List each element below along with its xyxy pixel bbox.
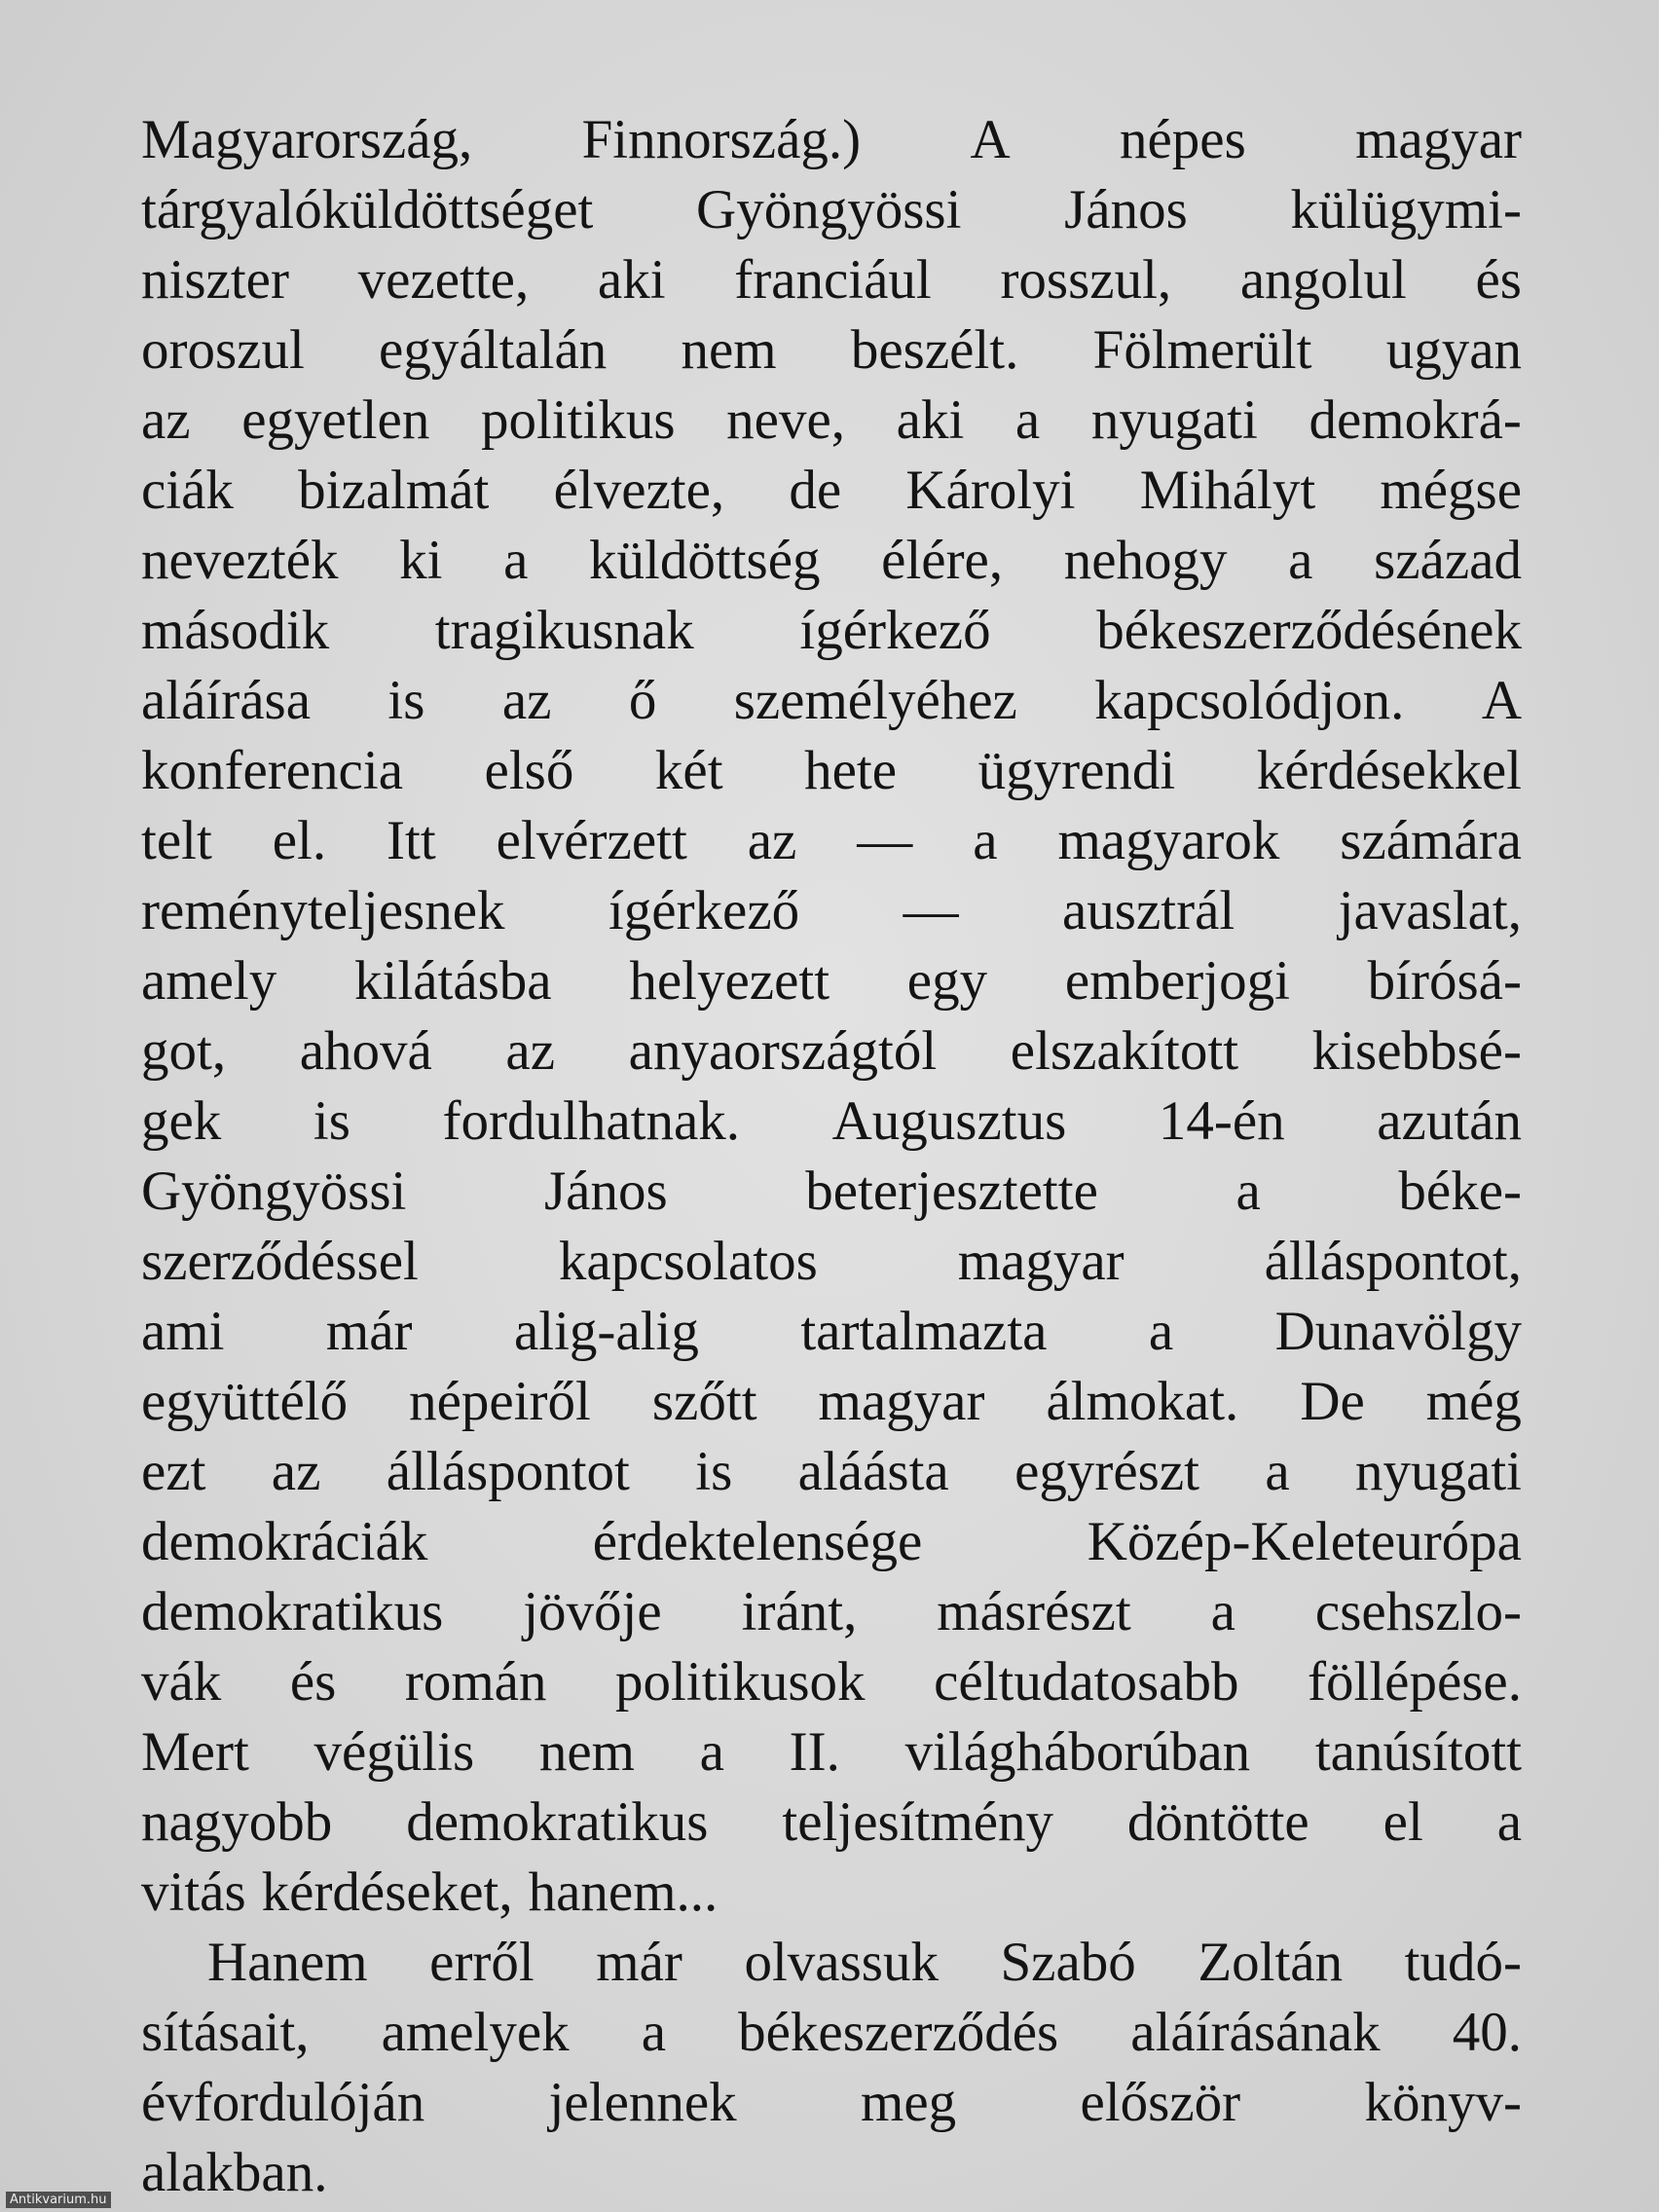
word: Gyöngyössi: [696, 179, 962, 240]
word: ki: [399, 530, 443, 591]
word: olvassuk: [744, 1932, 939, 1993]
word: szerződéssel: [141, 1231, 419, 1292]
word: ő: [628, 670, 657, 731]
text-line: [141, 386, 1522, 456]
text-line: [141, 1788, 1522, 1858]
word: beterjesztette: [805, 1161, 1098, 1222]
word: ígérkező: [608, 880, 800, 941]
word: is: [695, 1441, 733, 1502]
word: a: [1235, 1161, 1261, 1222]
word: könyv-: [1364, 2072, 1522, 2133]
text-line: [141, 245, 1522, 315]
word: egyáltalán: [379, 319, 608, 381]
word: hete: [804, 740, 898, 801]
word: is: [313, 1090, 350, 1152]
text-line: [141, 806, 1522, 876]
text-line: [141, 666, 1522, 736]
word: számára: [1340, 810, 1522, 871]
word: amelyek: [381, 2002, 570, 2063]
word: got,: [141, 1020, 227, 1082]
word: együttélő: [141, 1371, 349, 1432]
word: céltudatosabb: [934, 1651, 1239, 1713]
word: erről: [429, 1932, 535, 1993]
word: az: [141, 389, 191, 451]
text-line: [141, 736, 1522, 806]
word: 14-én: [1158, 1090, 1285, 1152]
word: álláspontot,: [1264, 1231, 1522, 1292]
text-line: [141, 1647, 1522, 1717]
word: békeszerződés: [738, 2002, 1059, 2063]
word: De: [1300, 1371, 1365, 1432]
word: neve,: [726, 389, 845, 451]
word: Mert: [141, 1721, 249, 1783]
text-line: [141, 1998, 1522, 2068]
word: elvérzett: [496, 810, 687, 871]
word: ami: [141, 1301, 225, 1362]
word: csehszlo-: [1314, 1581, 1522, 1642]
word: János: [1064, 179, 1188, 240]
word: kapcsolódjon.: [1094, 670, 1405, 731]
word: tárgyalóküldöttséget: [141, 179, 594, 240]
word: oroszul: [141, 319, 305, 381]
word: Közép-Keleteurópa: [1087, 1511, 1522, 1572]
word: az: [271, 1441, 321, 1502]
word: anyaországtól: [628, 1020, 938, 1082]
word: azután: [1377, 1090, 1522, 1152]
word: niszter: [141, 249, 289, 311]
word: ügyrendi: [977, 740, 1176, 801]
word: Hanem: [207, 1932, 368, 1993]
word: —: [903, 880, 959, 941]
word: nyugati: [1355, 1441, 1522, 1502]
word: a: [1014, 389, 1041, 451]
word: beszélt.: [850, 319, 1019, 381]
word: tartalmazta: [800, 1301, 1048, 1362]
word: már: [325, 1301, 413, 1362]
word: alig-alig: [513, 1301, 699, 1362]
word: és: [289, 1651, 337, 1713]
word: magyarok: [1057, 810, 1280, 871]
word: kapcsolatos: [558, 1231, 818, 1292]
text-line: [141, 1577, 1522, 1647]
text-line: [141, 596, 1522, 666]
watermark: Antikvarium.hu: [6, 2192, 111, 2208]
word: Zoltán: [1198, 1932, 1344, 1993]
word: végülis: [313, 1721, 475, 1783]
word: élére,: [881, 530, 1004, 591]
text-line: [141, 2068, 1522, 2138]
word: bizalmát: [298, 460, 490, 521]
word: álláspontot: [386, 1441, 630, 1502]
text-line: [141, 1087, 1522, 1157]
word: amely: [141, 950, 277, 1012]
word: a: [1210, 1581, 1235, 1642]
word: Magyarország,: [141, 109, 473, 170]
word: évfordulóján: [141, 2072, 425, 2133]
word: Finnország.): [581, 109, 862, 170]
word: sításait,: [141, 2002, 310, 2063]
word: vák: [141, 1651, 222, 1713]
text-line: [141, 1016, 1522, 1087]
word: Gyöngyössi: [141, 1161, 407, 1222]
word: az: [505, 1020, 556, 1082]
text-line: [141, 315, 1522, 386]
text-line: [141, 1437, 1522, 1507]
word: a: [1148, 1301, 1174, 1362]
word: Dunavölgy: [1274, 1301, 1522, 1362]
word: küldöttség: [589, 530, 821, 591]
word: békeszerződésének: [1096, 600, 1522, 661]
text-line: [141, 526, 1522, 596]
word: döntötte: [1126, 1791, 1309, 1853]
word: —: [857, 810, 913, 871]
text-line: [141, 946, 1522, 1016]
word: először: [1080, 2072, 1241, 2133]
word: kérdéseket,: [261, 1862, 513, 1923]
word: egyrészt: [1014, 1441, 1199, 1502]
word: politikus: [480, 389, 676, 451]
word: érdektelensége: [592, 1511, 923, 1572]
text-line: [141, 1858, 1522, 1928]
word: fordulhatnak.: [442, 1090, 741, 1152]
word: teljesítmény: [782, 1791, 1054, 1853]
word: telt: [141, 810, 212, 871]
text-line: [141, 1157, 1522, 1227]
word: kilátásba: [354, 950, 552, 1012]
word: gek: [141, 1090, 222, 1152]
word: meg: [861, 2072, 957, 2133]
word: szőtt: [651, 1371, 757, 1432]
word: mégse: [1380, 460, 1522, 521]
word: egy: [906, 950, 988, 1012]
word: még: [1425, 1371, 1522, 1432]
word: alakban.: [141, 2142, 328, 2203]
text-line: [141, 876, 1522, 946]
word: ígérkező: [799, 600, 991, 661]
word: iránt,: [741, 1581, 858, 1642]
word: vezette,: [357, 249, 530, 311]
word: nevezték: [141, 530, 339, 591]
word: magyar: [1355, 109, 1522, 170]
word: magyar: [818, 1371, 985, 1432]
word: jövője: [523, 1581, 662, 1642]
word: emberjogi: [1064, 950, 1290, 1012]
word: ahová: [299, 1020, 432, 1082]
text-line: [141, 1507, 1522, 1577]
text-line: [141, 1717, 1522, 1788]
word: Mihályt: [1139, 460, 1316, 521]
word: a: [699, 1721, 724, 1783]
word: demokratikus: [141, 1581, 444, 1642]
word: népeiről: [409, 1371, 591, 1432]
word: Augusztus: [831, 1090, 1067, 1152]
word: aláírása: [141, 670, 312, 731]
word: aláírásának: [1130, 2002, 1381, 2063]
word: a: [1288, 530, 1313, 591]
word: álmokat.: [1046, 1371, 1239, 1432]
word: nem: [538, 1721, 635, 1783]
word: rosszul,: [1000, 249, 1172, 311]
word: élvezte,: [553, 460, 725, 521]
word: elszakított: [1010, 1020, 1239, 1082]
word: nem: [681, 319, 777, 381]
word: politikusok: [615, 1651, 866, 1713]
word: ugyan: [1385, 319, 1522, 381]
word: Szabó: [1000, 1932, 1136, 1993]
word: a: [641, 2002, 667, 2063]
text-line: [141, 456, 1522, 526]
word: hanem...: [528, 1862, 719, 1923]
word: nyugati: [1090, 389, 1258, 451]
word: kérdésekkel: [1256, 740, 1522, 801]
word: franciául: [734, 249, 932, 311]
word: Itt: [387, 810, 436, 871]
word: a: [973, 810, 998, 871]
word: az: [747, 810, 797, 871]
word: János: [543, 1161, 668, 1222]
word: aláásta: [797, 1441, 949, 1502]
word: aki: [597, 249, 666, 311]
word: is: [387, 670, 425, 731]
word: második: [141, 600, 330, 661]
word: tanúsított: [1314, 1721, 1522, 1783]
word: II.: [789, 1721, 840, 1783]
word: A: [1481, 670, 1522, 731]
word: vitás: [141, 1862, 246, 1923]
word: béke-: [1398, 1161, 1522, 1222]
word: el: [1382, 1791, 1423, 1853]
word: helyezett: [629, 950, 830, 1012]
word: első: [484, 740, 574, 801]
word: az: [501, 670, 552, 731]
word: föllépése.: [1308, 1651, 1522, 1713]
word: világháborúban: [904, 1721, 1251, 1783]
word: el.: [272, 810, 327, 871]
word: személyéhez: [733, 670, 1017, 731]
word: nehogy: [1063, 530, 1228, 591]
word: a: [1496, 1791, 1522, 1853]
word: már: [596, 1932, 682, 1993]
word: ausztrál: [1062, 880, 1235, 941]
word: a: [503, 530, 529, 591]
word: demokratikus: [406, 1791, 709, 1853]
text-line: [141, 2138, 1522, 2208]
text-line: [141, 1367, 1522, 1437]
word: reményteljesnek: [141, 880, 505, 941]
word: magyar: [957, 1231, 1124, 1292]
word: és: [1475, 249, 1522, 311]
word: angolul: [1239, 249, 1407, 311]
text-line: [141, 1297, 1522, 1367]
word: század: [1374, 530, 1522, 591]
word: jelennek: [548, 2072, 737, 2133]
word: tragikusnak: [434, 600, 694, 661]
word: nagyobb: [141, 1791, 333, 1853]
word: a: [1265, 1441, 1290, 1502]
text-line: [141, 105, 1522, 175]
text-line: [141, 1928, 1522, 1998]
word: 40.: [1452, 2002, 1522, 2063]
word: A: [970, 109, 1011, 170]
word: aki: [896, 389, 965, 451]
word: ciák: [141, 460, 234, 521]
word: népes: [1119, 109, 1246, 170]
word: de: [789, 460, 842, 521]
body-text: [141, 105, 1522, 2208]
word: javaslat,: [1338, 880, 1522, 941]
word: külügymi-: [1290, 179, 1522, 240]
word: ezt: [141, 1441, 206, 1502]
word: Károlyi: [905, 460, 1076, 521]
word: bírósá-: [1367, 950, 1522, 1012]
word: konferencia: [141, 740, 403, 801]
word: kisebbsé-: [1311, 1020, 1522, 1082]
word: egyetlen: [241, 389, 430, 451]
word: másrészt: [937, 1581, 1131, 1642]
text-line: [141, 175, 1522, 245]
word: demokráciák: [141, 1511, 428, 1572]
word: Fölmerült: [1092, 319, 1312, 381]
word: két: [654, 740, 723, 801]
text-line: [141, 1227, 1522, 1297]
word: demokrá-: [1309, 389, 1522, 451]
word: tudó-: [1404, 1932, 1522, 1993]
word: román: [404, 1651, 547, 1713]
